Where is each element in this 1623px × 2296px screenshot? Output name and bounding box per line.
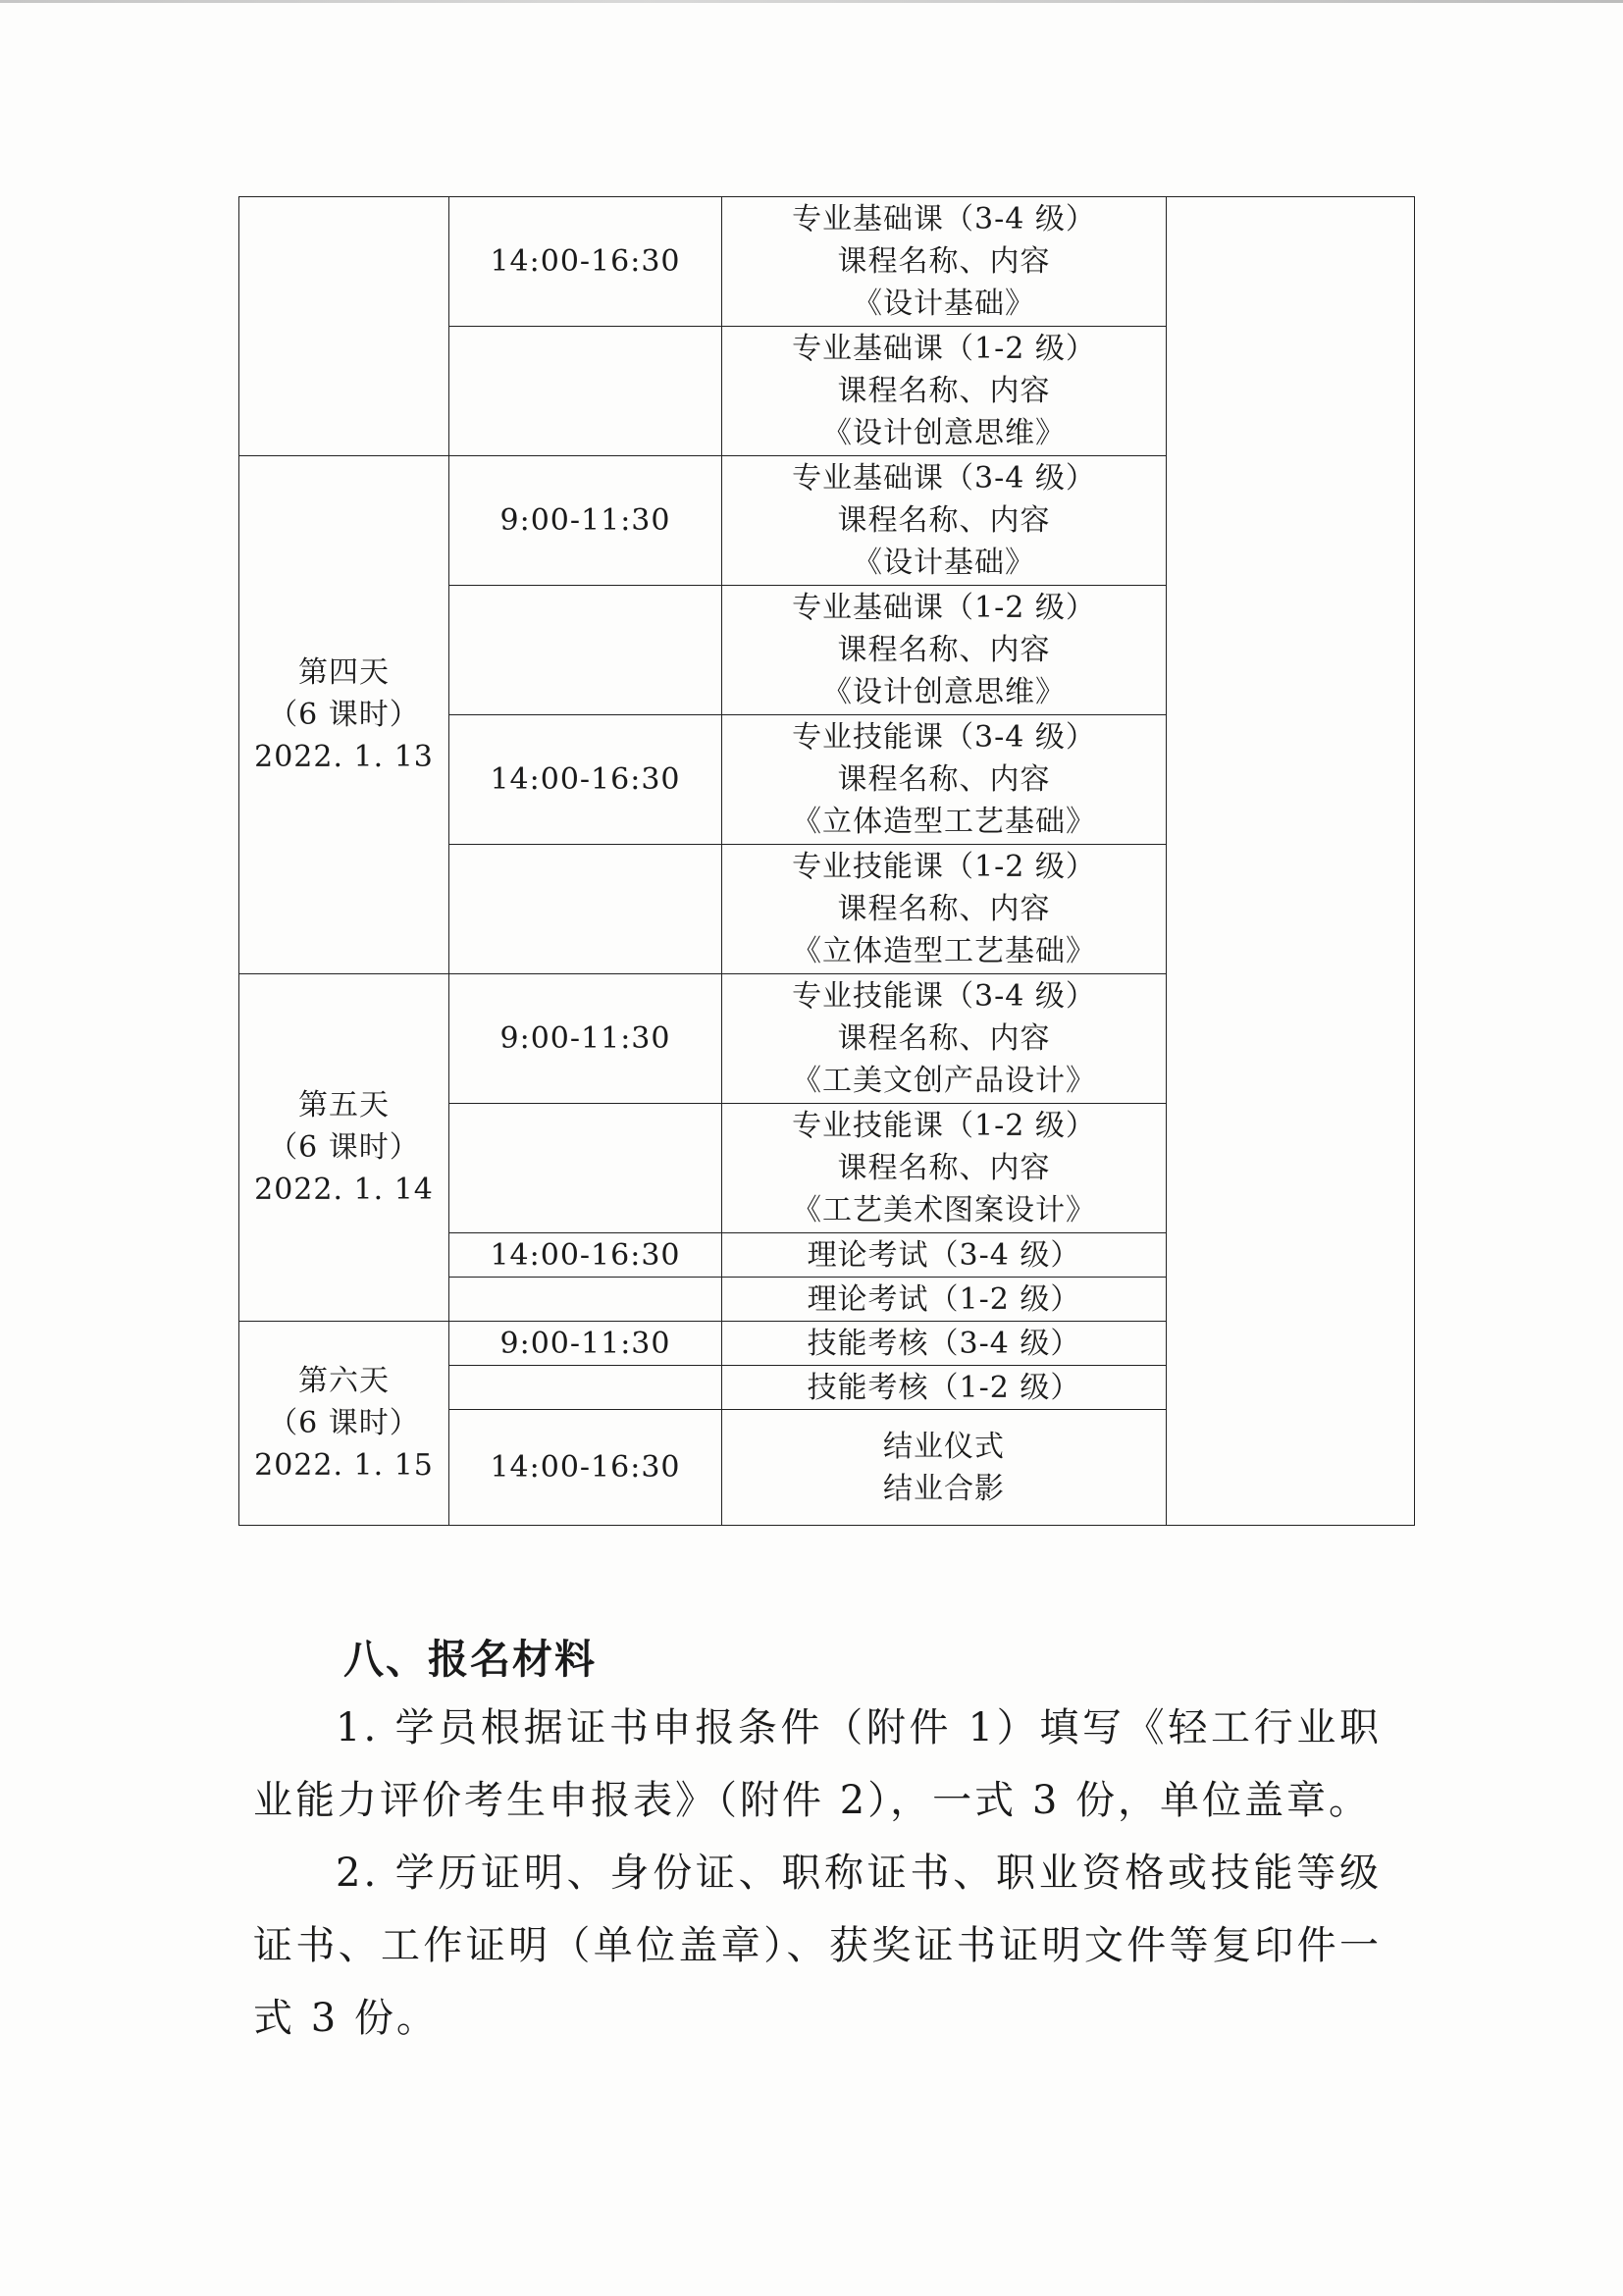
paragraph-item-1: 1. 学员根据证书申报条件（附件 1）填写《轻工行业职业能力评价考生申报表》（附件 2），一式 3 份，单位盖章。	[253, 1705, 1382, 1823]
course-title: 《设计基础》	[853, 546, 1035, 580]
day-cell	[239, 1322, 449, 1526]
course-cell	[722, 456, 1167, 586]
course-cell	[722, 327, 1167, 456]
day-label: 第五天	[298, 1088, 390, 1122]
course-cell	[722, 197, 1167, 327]
training-schedule-table	[238, 196, 1415, 1526]
course-cell: 理论考试（3-4 级）	[722, 1233, 1167, 1278]
scan-edge-line	[0, 0, 1623, 3]
course-name-label: 课程名称、内容	[837, 633, 1051, 667]
course-name-label: 课程名称、内容	[837, 244, 1051, 279]
time-cell: 14:00-16:30	[449, 197, 722, 327]
time-cell-empty	[449, 845, 722, 974]
course-name-label: 课程名称、内容	[837, 892, 1051, 926]
course-type: 专业基础课（1-2 级）	[792, 591, 1096, 625]
course-title: 《设计创意思维》	[822, 416, 1066, 450]
course-cell	[722, 715, 1167, 845]
course-name-label: 课程名称、内容	[837, 1151, 1051, 1185]
course-type: 专业基础课（1-2 级）	[792, 332, 1096, 366]
photo-label: 结业合影	[883, 1471, 1005, 1506]
remarks-cell	[1167, 197, 1415, 1526]
time-cell-empty	[449, 1104, 722, 1233]
course-cell	[722, 974, 1167, 1104]
course-cell: 理论考试（1-2 级）	[722, 1278, 1167, 1322]
day-date: 2022. 1. 13	[254, 740, 434, 774]
time-cell: 9:00-11:30	[449, 1322, 722, 1366]
time-cell: 14:00-16:30	[449, 1410, 722, 1526]
day-date: 2022. 1. 15	[254, 1448, 434, 1483]
course-title: 《设计创意思维》	[822, 675, 1066, 709]
course-type: 专业基础课（3-4 级）	[792, 461, 1096, 496]
day-cell	[239, 974, 449, 1322]
course-cell	[722, 1410, 1167, 1526]
time-cell-empty	[449, 327, 722, 456]
day-hours: （6 课时）	[268, 1406, 420, 1440]
course-name-label: 课程名称、内容	[837, 503, 1051, 538]
day-hours: （6 课时）	[268, 1130, 420, 1165]
course-type: 专业技能课（1-2 级）	[792, 1109, 1096, 1143]
course-cell: 技能考核（1-2 级）	[722, 1366, 1167, 1410]
course-name-label: 课程名称、内容	[837, 374, 1051, 408]
time-cell: 14:00-16:30	[449, 715, 722, 845]
course-title: 《工艺美术图案设计》	[792, 1193, 1096, 1227]
paragraph-item-2: 2. 学历证明、身份证、职称证书、职业资格或技能等级证书、工作证明（单位盖章）、获奖证书证明文件等复印件一式 3 份。	[253, 1851, 1382, 2041]
course-title: 《立体造型工艺基础》	[792, 805, 1096, 839]
time-cell: 9:00-11:30	[449, 974, 722, 1104]
course-name-label: 课程名称、内容	[837, 1021, 1051, 1056]
table-row	[239, 197, 1415, 327]
course-cell	[722, 586, 1167, 715]
time-cell-empty	[449, 1366, 722, 1410]
time-cell: 14:00-16:30	[449, 1233, 722, 1278]
course-title: 《设计基础》	[853, 287, 1035, 321]
course-title: 《立体造型工艺基础》	[792, 934, 1096, 968]
course-type: 专业技能课（3-4 级）	[792, 979, 1096, 1014]
day-label: 第四天	[298, 655, 390, 690]
ceremony-label: 结业仪式	[883, 1429, 1005, 1464]
time-cell: 9:00-11:30	[449, 456, 722, 586]
day-cell-empty	[239, 197, 449, 456]
day-cell	[239, 456, 449, 974]
course-cell	[722, 845, 1167, 974]
course-type: 专业技能课（3-4 级）	[792, 720, 1096, 755]
course-type: 专业基础课（3-4 级）	[792, 202, 1096, 236]
time-cell-empty	[449, 586, 722, 715]
day-label: 第六天	[298, 1364, 390, 1398]
course-type: 专业技能课（1-2 级）	[792, 850, 1096, 884]
course-cell	[722, 1104, 1167, 1233]
course-name-label: 课程名称、内容	[837, 762, 1051, 797]
course-cell: 技能考核（3-4 级）	[722, 1322, 1167, 1366]
day-date: 2022. 1. 14	[254, 1173, 434, 1207]
course-title: 《工美文创产品设计》	[792, 1064, 1096, 1098]
day-hours: （6 课时）	[268, 698, 420, 732]
section-heading: 八、报名材料	[343, 1636, 597, 1683]
time-cell-empty	[449, 1278, 722, 1322]
